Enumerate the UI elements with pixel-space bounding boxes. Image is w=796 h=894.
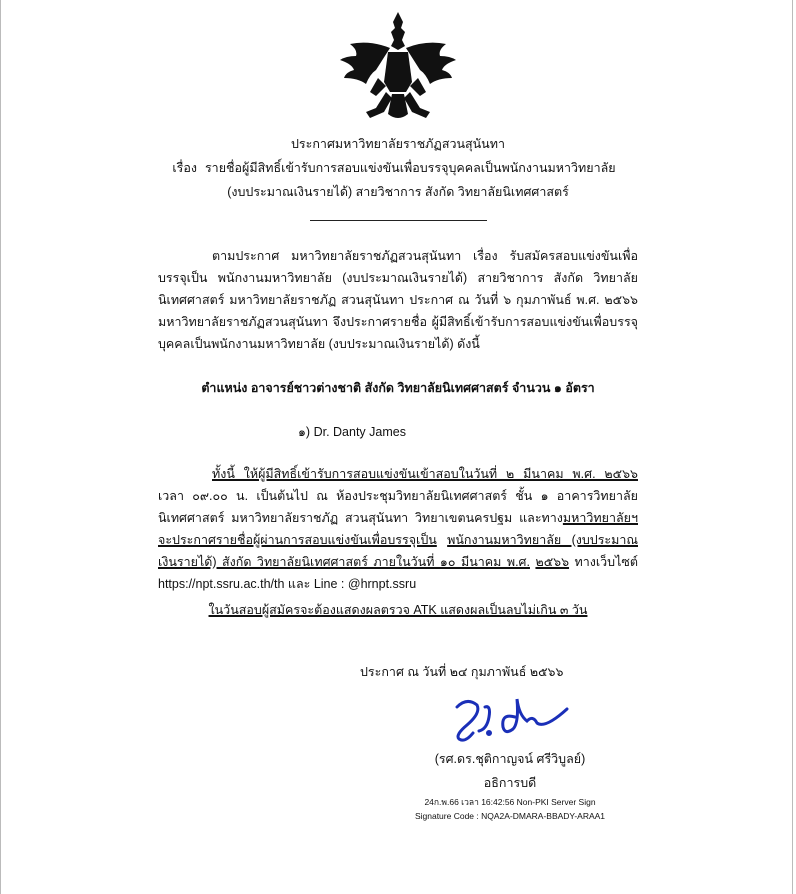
notice-line-3a: สวนสุนันทา วิทยาเขตนครปฐม และทาง bbox=[345, 511, 563, 525]
candidate-item: ๑) Dr. Danty James bbox=[298, 425, 406, 439]
signer-name: (รศ.ดร.ชุติกาญจน์ ศรีวิบูลย์) bbox=[434, 752, 586, 766]
notice-line-4: พนักงานมหาวิทยาลัย (งบประมาณเงินรายได้) สังกัด วิทยาลัยนิเทศศาสตร์ ภายในวันที่ ๑๐ มีนาคม พ.ศ. bbox=[158, 533, 638, 569]
exam-time-text: เวลา ๐๙.๐๐ น. bbox=[158, 489, 249, 503]
separator-line bbox=[310, 220, 487, 221]
body-column bbox=[158, 245, 638, 621]
position-heading: ตำแหน่ง อาจารย์ชาวต่างชาติ สังกัด วิทยาลัยนิเทศศาสตร์ จำนวน ๑ อัตรา bbox=[201, 381, 595, 395]
signature-meta: 24ก.พ.66 เวลา 16:42:56 Non-PKI Server Sign bbox=[424, 797, 596, 807]
signer-title: อธิการบดี bbox=[483, 776, 537, 790]
announcement-title: ประกาศมหาวิทยาลัยราชภัฏสวนสุนันทา bbox=[291, 137, 505, 151]
notice-paragraph bbox=[158, 463, 638, 595]
intro-line-3: สวนสุนันทา ประกาศ ณ วันที่ ๖ กุมภาพันธ์ พ.ศ. ๒๕๖๖ มหาวิทยาลัยราชภัฏสวนสุนันทา จึงประกาศรายชื่อ bbox=[158, 293, 638, 329]
signature-code: Signature Code : NQA2A-DMARA-BBADY-ARAA1 bbox=[414, 811, 606, 821]
subject-line-1: รายชื่อผู้มีสิทธิ์เข้ารับการสอบแข่งขันเพื่อบรรจุบุคคลเป็นพนักงานมหาวิทยาลัย bbox=[204, 161, 616, 175]
intro-line-2: พนักงานมหาวิทยาลัย (งบประมาณเงินรายได้) สายวิชาการ สังกัด วิทยาลัยนิเทศศาสตร์ มหาวิทยาลัยราชภัฏ bbox=[158, 271, 638, 307]
intro-line-1: ตามประกาศ มหาวิทยาลัยราชภัฏสวนสุนันทา เรื่อง รับสมัครสอบแข่งขันเพื่อบรรจุเป็น bbox=[158, 249, 638, 285]
signature-block bbox=[360, 661, 660, 823]
intro-line-4: ผู้มีสิทธิ์เข้ารับการสอบแข่งขันเพื่อบรรจุบุคคลเป็นพนักงานมหาวิทยาลัย (งบประมาณเงินรายได้) ดังนี้ bbox=[158, 315, 638, 351]
subject-line-2: (งบประมาณเงินรายได้) สายวิชาการ สังกัด วิทยาลัยนิเทศศาสตร์ bbox=[227, 185, 569, 199]
announced-date: ประกาศ ณ วันที่ ๒๔ กุมภาพันธ์ ๒๕๖๖ bbox=[360, 665, 564, 679]
intro-paragraph bbox=[158, 245, 638, 355]
result-year: ๒๕๖๖ bbox=[535, 555, 570, 569]
notice-line-2: เป็นต้นไป ณ ห้องประชุมวิทยาลัยนิเทศศาสตร์ ชั้น ๑ อาคารวิทยาลัยนิเทศศาสตร์ มหาวิทยาลัยราชภัฏ bbox=[158, 489, 638, 525]
subject-label: เรื่อง bbox=[172, 161, 197, 175]
exam-date-text: ทั้งนี้ ให้ผู้มีสิทธิ์เข้ารับการสอบแข่งขันเข้าสอบในวันที่ ๒ มีนาคม พ.ศ. ๒๕๖๖ bbox=[212, 467, 638, 481]
signature-image bbox=[445, 693, 575, 743]
garuda-emblem bbox=[338, 8, 458, 126]
atk-notice: ในวันสอบผู้สมัครจะต้องแสดงผลตรวจ ATK แสดงผลเป็นลบไม่เกิน ๓ วัน bbox=[208, 603, 588, 617]
subject-block bbox=[118, 156, 678, 180]
website-line: ทางเว็บไซต์ https://npt.ssru.ac.th/th และ Line : @hrnpt.ssru bbox=[158, 555, 638, 591]
notice-line-3b: มหาวิทยาลัยฯ จะประกาศรายชื่อผู้ผ่านการสอบแข่งขันเพื่อบรรจุเป็น bbox=[158, 511, 638, 547]
